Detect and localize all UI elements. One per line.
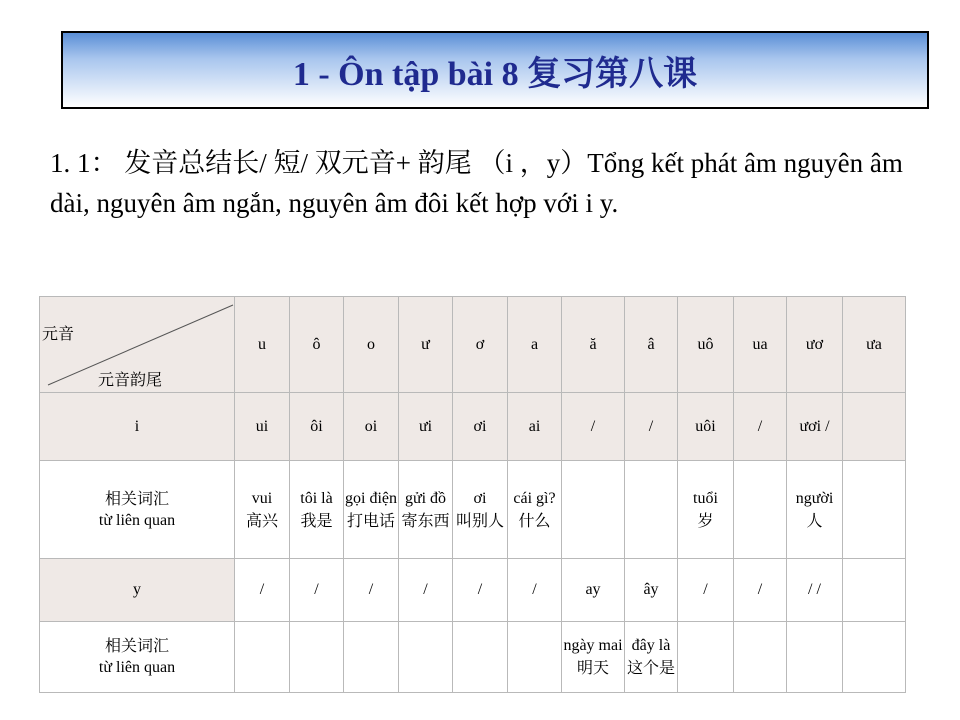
vowel-header: ư [399, 297, 453, 393]
word-vi: người [795, 489, 834, 507]
table.row_y-cell: / [734, 559, 787, 622]
word-vi: ngày mai [563, 637, 623, 654]
corner-bottom-label: 元音韵尾 [98, 370, 163, 389]
vowel-header: a [508, 297, 562, 393]
table.row_y-cell: / [290, 559, 344, 622]
word-cell [843, 622, 906, 693]
word-vi: đây là [631, 637, 671, 654]
corner-cell [40, 297, 235, 393]
row-y-words [40, 622, 906, 693]
word-cell [787, 622, 843, 693]
header-row [40, 297, 906, 393]
word-vi: vui [251, 489, 273, 507]
table.row_i-cell: / [734, 393, 787, 461]
word-cell [562, 622, 625, 693]
word-cell [344, 622, 399, 693]
row-label: y [40, 559, 235, 622]
vowel-header: ă [562, 297, 625, 393]
word-zh: 我是 [300, 510, 333, 530]
vowel-header: ươ [787, 297, 843, 393]
vowel-table [39, 296, 906, 693]
word-cell [235, 461, 290, 559]
table.row_i-cell: ôi [290, 393, 344, 461]
word-zh: 明天 [576, 658, 609, 677]
row-i [40, 393, 906, 461]
table.row_y-cell: ay [562, 559, 625, 622]
table.row_y-cell: / [508, 559, 562, 622]
word-vi: gửi đồ [404, 489, 447, 507]
word-zh: 什么 [518, 510, 551, 530]
word-zh: 寄东西 [401, 510, 450, 530]
vowel-header: ơ [453, 297, 508, 393]
word-vi: gọi điện [345, 489, 397, 507]
word-cell [453, 461, 508, 559]
table.row_y-cell: / [344, 559, 399, 622]
word-cell [235, 622, 290, 693]
word-cell [562, 461, 625, 559]
word-zh: 这个是 [626, 658, 675, 677]
word-vi: tuổi [693, 489, 718, 507]
table.row_i-cell: oi [344, 393, 399, 461]
word-cell [625, 461, 678, 559]
word-zh: 人 [806, 510, 823, 530]
intro-text: 1. 1： 发音总结长/ 短/ 双元音+ 韵尾 （i ，y）Tổng kết phát âm nguyên âm dài, nguyên âm ngắn, nguyên âm đôi kết hợp với i y. [50, 148, 903, 218]
page-title: 1 - Ôn tập bài 8 复习第八课 [292, 55, 698, 93]
word-cell [290, 461, 344, 559]
table.row_i-cell: ơi [453, 393, 508, 461]
table.row_i-cell: / [625, 393, 678, 461]
row-i-words [40, 461, 906, 559]
table.row_y-cell: / [453, 559, 508, 622]
corner-top-label: 元音 [42, 324, 75, 343]
vowel-header: ô [290, 297, 344, 393]
word-cell [787, 461, 843, 559]
word-cell [508, 622, 562, 693]
word-vi: cái gì? [513, 489, 556, 507]
vowel-header: uô [678, 297, 734, 393]
table.row_i-cell [843, 393, 906, 461]
word-cell [399, 461, 453, 559]
word-vi: ơi [473, 489, 487, 507]
vowel-header: ua [734, 297, 787, 393]
word-cell [734, 622, 787, 693]
word-vi: tôi là [300, 489, 333, 507]
table.row_i-cell: ui [235, 393, 290, 461]
related-words-vi: từ liên quan [98, 511, 176, 529]
vowel-header: o [344, 297, 399, 393]
table.row_i-cell: ưi [399, 393, 453, 461]
table.row_i-cell: ai [508, 393, 562, 461]
table.row_y-cell [843, 559, 906, 622]
table.row_y-cell: / [399, 559, 453, 622]
table.row_y-cell: / [235, 559, 290, 622]
table.row_y-cell: / [678, 559, 734, 622]
word-zh: 打电话 [346, 510, 395, 530]
word-cell [625, 622, 678, 693]
row-label [40, 622, 235, 693]
related-words-vi: từ liên quan [98, 659, 176, 676]
row-label: i [40, 393, 235, 461]
word-zh: 高兴 [245, 510, 278, 530]
title-banner [61, 31, 929, 109]
related-words-zh: 相关词汇 [104, 488, 169, 508]
table.row_i-cell: / [562, 393, 625, 461]
table.row_i-cell: uôi [678, 393, 734, 461]
word-cell [843, 461, 906, 559]
word-cell [453, 622, 508, 693]
vowel-header: â [625, 297, 678, 393]
vowel-header: u [235, 297, 290, 393]
row-y [40, 559, 906, 622]
word-cell [344, 461, 399, 559]
word-cell [678, 622, 734, 693]
table.row_y-cell: / / [787, 559, 843, 622]
word-cell [734, 461, 787, 559]
word-cell [399, 622, 453, 693]
word-zh: 叫别人 [455, 510, 504, 530]
table.row_y-cell: ây [625, 559, 678, 622]
table.row_i-cell: ươi / [787, 393, 843, 461]
word-cell [678, 461, 734, 559]
vowel-header: ưa [843, 297, 906, 393]
word-cell [508, 461, 562, 559]
related-words-zh: 相关词汇 [104, 636, 169, 655]
word-cell [290, 622, 344, 693]
word-zh: 岁 [697, 510, 714, 530]
row-label [40, 461, 235, 559]
